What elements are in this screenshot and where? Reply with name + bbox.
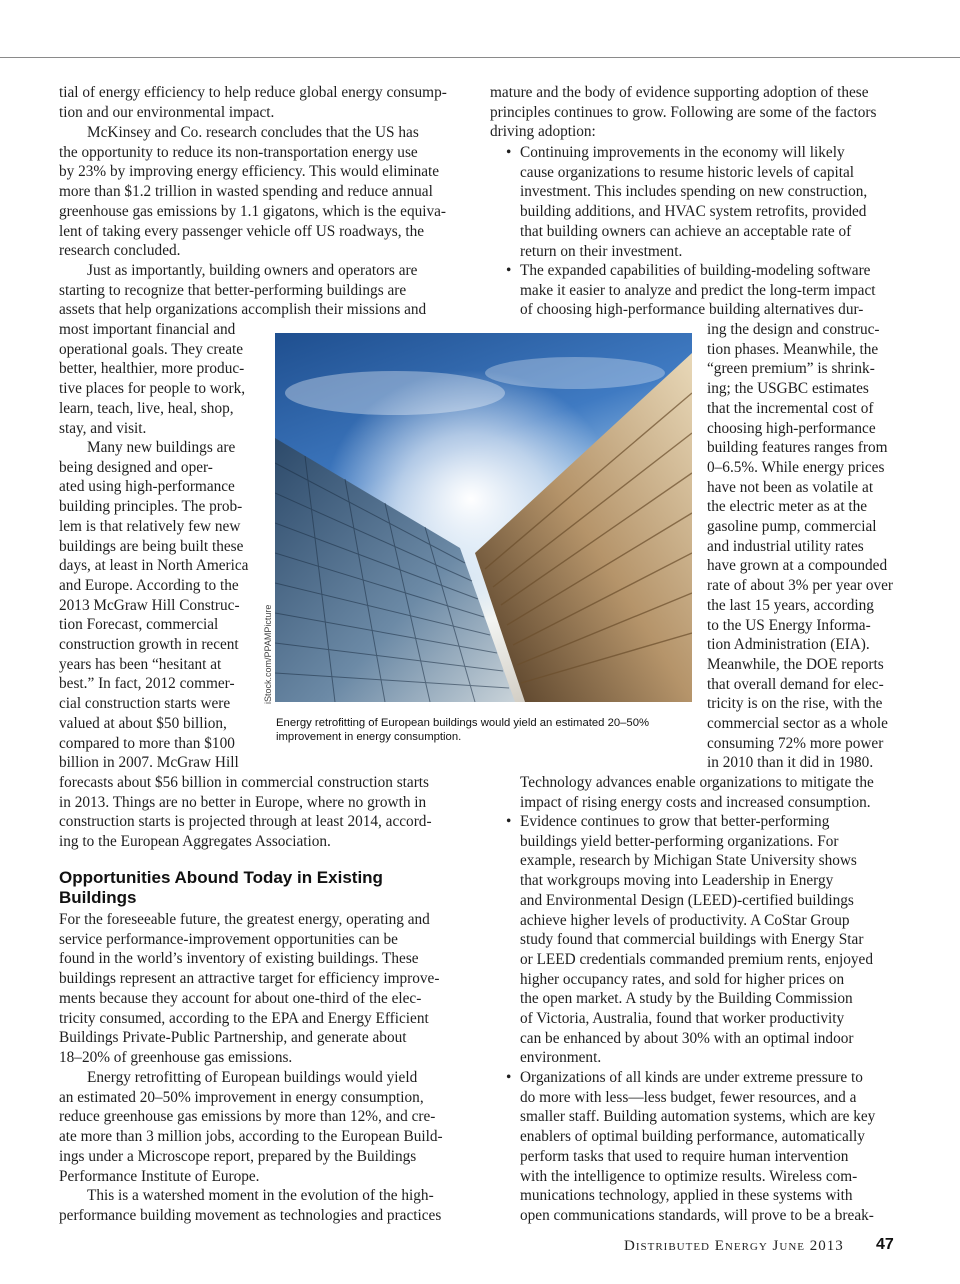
bullet-organizations: Organizations of all kinds are under extreme pressure to do more with less—less budget, fewer resources, and a smaller staff. Building automation systems, which are key enablers of optimal building performance, automatically perform tasks that used to require human intervention with the intelligence to optimize results. Wireless com- munications technology, applied in these systems with open communications standards, will prove to be a break- — [520, 1069, 876, 1224]
bullet-modeling-software: The expanded capabilities of building-modeling software make it easier to analyze and predict the long-term impact of choosing high-performance building alternatives dur- — [520, 262, 876, 319]
page-footer — [624, 1238, 844, 1255]
issue-date: June 2013 — [772, 1238, 844, 1254]
paragraph-watershed-moment: This is a watershed moment in the evolution of the high- performance building movement as technologies and practices — [59, 1187, 442, 1224]
header-rule — [0, 57, 960, 58]
paragraph-building-owners-wrap: most important financial and operational goals. They create better, healthier, more produc- tive places for people to work, learn, teach, live, heal, shop, stay, and visit. — [59, 321, 246, 437]
paragraph-new-buildings: Many new buildings are being designed and oper- ated using high-performance building principles. The prob- lem is that relatively few new buildings are being built these days, at least in North America and Europe. According to the 2013 McGraw Hill Construc- tion Forecast, commercial construction growth in recent years has been “hesitant at best.” In fact, 2012 commer- cial construction starts were valued at about $50 billion, compared to more than $100 billion in 2007. McGraw Hill — [59, 439, 249, 772]
paragraph-adoption-intro: mature and the body of evidence supporting adoption of these principles continues to grow. Following are some of the factors driving adoption: — [490, 84, 877, 141]
bullet-economy: Continuing improvements in the economy will likely cause organizations to resume historic levels of capital investment. This includes spending on new construction, building additions, and HVAC system retrofits, provided that building owners can achieve an acceptable rate of return on their investment. — [520, 144, 868, 260]
building-photo-illustration — [275, 333, 692, 702]
figure-caption: Energy retrofitting of European buildings would yield an estimated 20–50% improvement in energy consumption. — [276, 717, 650, 743]
paragraph-existing-buildings: For the foreseeable future, the greatest energy, operating and service performance-improvement opportunities can be found in the world’s inventory of existing buildings. These buildings represent an attractive target for efficiency improve- ments because they account for about one-third of the elec- tricity consumed, according to the EPA and Energy Efficient Buildings Private-Public Partnership, and generate about 18–20% of greenhouse gas emissions. — [59, 911, 440, 1066]
bullet-modeling-software-continued: Technology advances enable organizations to mitigate the impact of rising energy costs and increased consumption. — [520, 774, 874, 811]
paragraph-new-buildings-continued: forecasts about $56 billion in commercial construction starts in 2013. Things are no better in Europe, where no growth in construction starts is projected through at least 2014, accord- ing to the European Aggregates Association. — [59, 774, 432, 851]
photo-credit: iStock.com/PPAMPicture — [263, 604, 273, 704]
bullet-marker: • — [506, 144, 512, 161]
bullet-marker: • — [506, 262, 512, 279]
building-photo — [275, 333, 692, 702]
page-number: 47 — [876, 1236, 894, 1253]
bullet-modeling-software-wrap: ing the design and construc- tion phases. Meanwhile, the “green premium” is shrink- ing; the USGBC estimates that the incremental cost of choosing high-performance building features ranges from 0–6.5%. While energy prices have not been as volatile at the electric meter as at the gasoline pump, commercial and industrial utility rates have grown at a compounded rate of about 3% per year over the last 15 years, according to the US Energy Informa- tion Administration (EIA). Meanwhile, the DOE reports that overall demand for elec- tricity is on the rise, with the commercial sector as a whole consuming 72% more power in 2010 than it did in 1980. — [707, 321, 894, 772]
bullet-marker: • — [506, 1069, 512, 1086]
paragraph-intro-continued: tial of energy efficiency to help reduce global energy consump- tion and our environmental impact. — [59, 84, 447, 121]
bullet-marker: • — [506, 813, 512, 830]
paragraph-mckinsey: McKinsey and Co. research concludes that the US has the opportunity to reduce its non-transportation energy use by 23% by improving energy efficiency. This would eliminate more than $1.2 trillion in wasted spending and reduce annual greenhouse gas emissions by 1.1 gigatons, which is the equiva- lent of taking every passenger vehicle off US roadways, the research concluded. — [59, 124, 447, 260]
bullet-evidence: Evidence continues to grow that better-performing buildings yield better-performing organizations. For example, research by Michigan State University shows that workgroups moving into Leadership in Energy and Environmental Design (LEED)-certified buildings achieve higher levels of productivity. A CoStar Group study found that commercial buildings with Energy Star or LEED credentials commanded premium rents, enjoyed higher occupancy rates, and sold for higher prices on the open market. A study by the Building Commission of Victoria, Australia, found that worker productivity can be enhanced by about 30% with an optimal indoor environment. — [520, 813, 873, 1067]
paragraph-european-retrofitting: Energy retrofitting of European buildings would yield an estimated 20–50% improvement in energy consumption, reduce greenhouse gas emissions by more than 12%, and cre- ate more than 3 million jobs, according to the European Build- ings under a Microscope report, prepared by the Buildings Performance Institute of Europe. — [59, 1069, 443, 1185]
section-heading: Opportunities Abound Today in Existing Buildings — [59, 868, 383, 907]
publication-name: Distributed Energy — [624, 1238, 768, 1254]
paragraph-building-owners: Just as importantly, building owners and operators are starting to recognize that better-performing buildings are assets that help organizations accomplish their missions and — [59, 262, 427, 319]
